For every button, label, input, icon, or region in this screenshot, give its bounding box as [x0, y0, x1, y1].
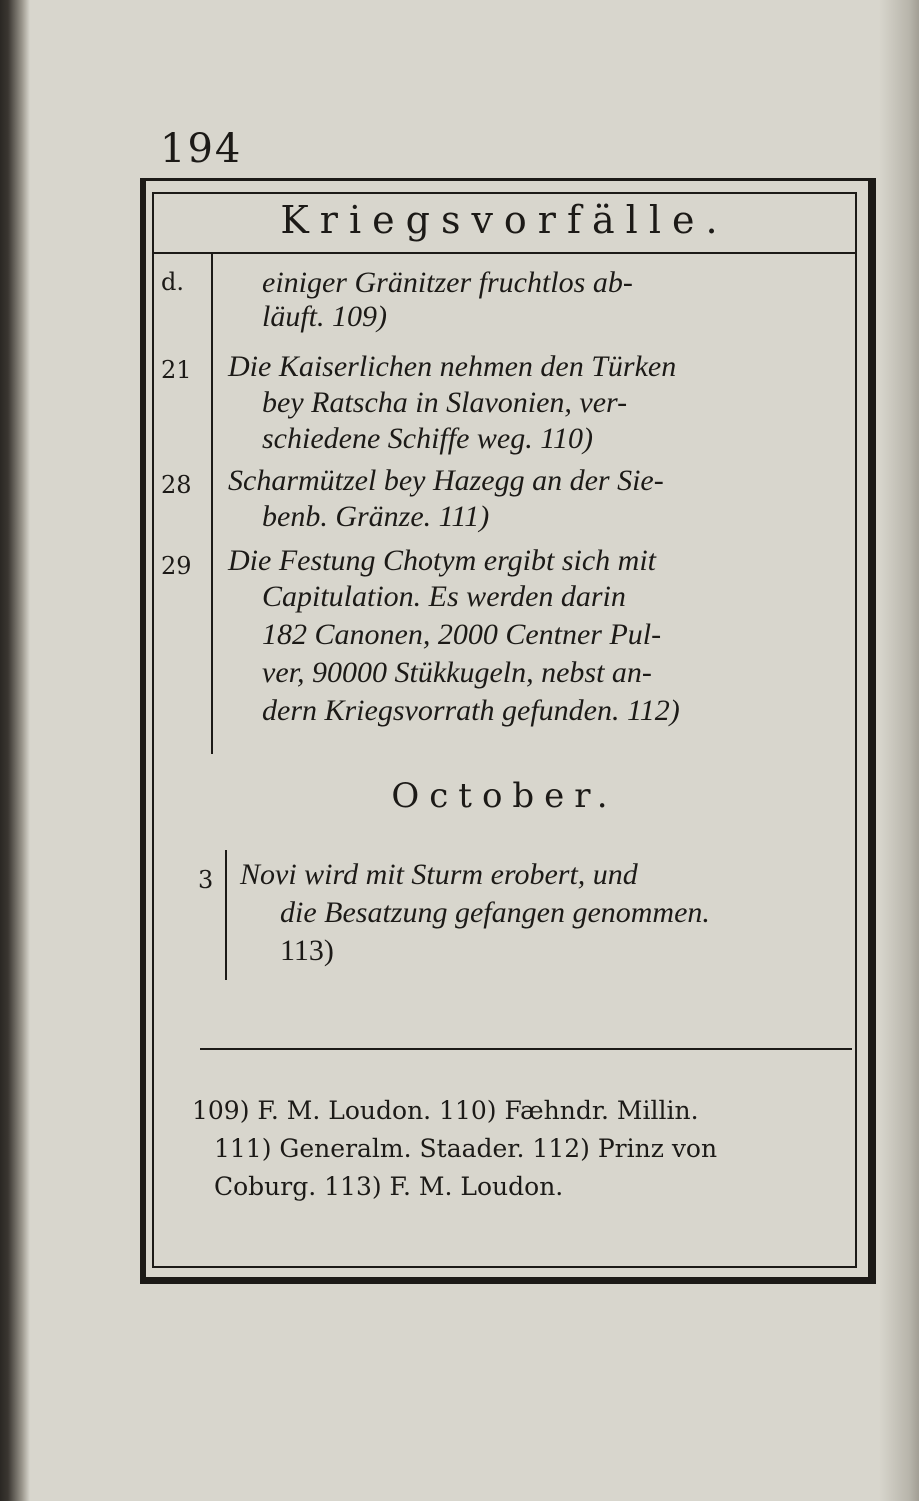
entry-line: 113) [280, 934, 334, 967]
entry-date: d. [161, 268, 184, 296]
entry-line: benb. Gränze. 111) [262, 500, 490, 533]
footnote-line: 109) F. M. Loudon. 110) Fæhndr. Millin. [192, 1096, 699, 1125]
entry-line: läuft. 109) [262, 300, 387, 333]
entry-date: 28 [161, 471, 192, 499]
entry-line: Die Kaiserlichen nehmen den Türken [228, 350, 677, 383]
page-number: 194 [160, 126, 243, 172]
entry-line: die Besatzung gefangen genommen. [280, 896, 710, 929]
header-rule [154, 252, 855, 254]
footnote-line: Coburg. 113) F. M. Loudon. [214, 1172, 564, 1201]
month-heading: October. [391, 776, 618, 816]
entry-line: Capitulation. Es werden darin [262, 580, 626, 613]
entry-date: 29 [161, 552, 192, 580]
entry-line: dern Kriegsvorrath gefunden. 112) [262, 694, 680, 727]
entry-line: schiedene Schiffe weg. 110) [262, 422, 593, 455]
date-column-rule [211, 254, 213, 754]
entry-line: bey Ratscha in Slavonien, ver- [262, 386, 628, 419]
entry-line: Scharmützel bey Hazegg an der Sie- [228, 464, 664, 497]
footnote-rule [200, 1048, 852, 1050]
entry-line: Novi wird mit Sturm erobert, und [240, 858, 638, 891]
date-column-rule-october [225, 850, 227, 980]
page-edge [879, 0, 919, 1501]
entry-line: 182 Canonen, 2000 Centner Pul- [262, 618, 662, 651]
entry-date: 21 [161, 356, 192, 384]
entry-line: ver, 90000 Stükkugeln, nebst an- [262, 656, 652, 689]
entry-line: Die Festung Chotym ergibt sich mit [228, 544, 656, 577]
section-header: Kriegsvorfälle. [280, 198, 729, 242]
entry-date: 3 [198, 866, 214, 894]
page-gutter-shadow [0, 0, 30, 1501]
footnote-line: 111) Generalm. Staader. 112) Prinz von [214, 1134, 718, 1163]
entry-line: einiger Gränitzer fruchtlos ab- [262, 266, 633, 299]
